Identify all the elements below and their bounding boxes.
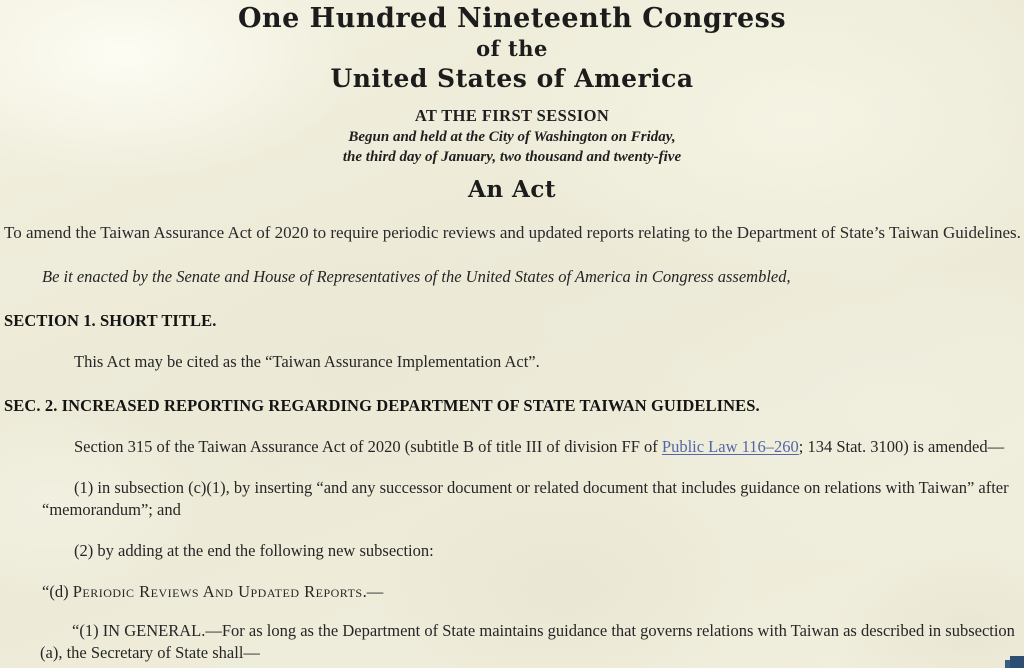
- section-2-lead-in: [4, 436, 1020, 458]
- session-subtitle-line-2: the third day of January, two thousand and twenty-five: [342, 149, 682, 165]
- session-title: AT THE FIRST SESSION: [414, 106, 610, 125]
- subsection-d-paragraph-1: “(1) IN GENERAL.—For as long as the Department of State maintains guidance that governs relations with Taiwan as described in subsection (a), the Secretary of State shall—: [40, 621, 1015, 662]
- public-law-link[interactable]: Public Law 116–260: [661, 437, 799, 456]
- subsection-d-label-suffix: .—: [362, 582, 384, 601]
- session-subtitle-line-1: Begun and held at the City of Washington on Friday,: [348, 129, 676, 145]
- new-subsection-d-heading: [4, 581, 1020, 603]
- section-1-heading: SECTION 1. SHORT TITLE.: [4, 311, 217, 330]
- subsection-d-label-smallcaps: Periodic Reviews And Updated Reports: [72, 582, 363, 601]
- section-2-lead-in-after-link: ; 134 Stat. 3100) is amended—: [798, 437, 1005, 456]
- corner-scrollbar-artifact: [1010, 656, 1024, 668]
- congress-title-line-2: of the: [476, 36, 548, 61]
- enacting-clause: Be it enacted by the Senate and House of Representatives of the United States of America in Congress assembled,: [42, 267, 791, 286]
- an-act-heading: An Act: [467, 176, 557, 203]
- congress-title-line-1: One Hundred Nineteenth Congress: [237, 3, 787, 34]
- bill-long-title: To amend the Taiwan Assurance Act of 2020 to require periodic reviews and updated reports relating to the Department of State’s Taiwan Guidelines.: [4, 223, 1021, 242]
- congress-title-line-3: United States of America: [330, 64, 694, 93]
- section-2-lead-in-before-link: Section 315 of the Taiwan Assurance Act of 2020 (subtitle B of title III of division FF of: [74, 437, 662, 456]
- section-1-body: This Act may be cited as the “Taiwan Assurance Implementation Act”.: [74, 352, 540, 371]
- section-2-heading: SEC. 2. INCREASED REPORTING REGARDING DEPARTMENT OF STATE TAIWAN GUIDELINES.: [4, 396, 760, 415]
- section-2-item-1: (1) in subsection (c)(1), by inserting “and any successor document or related document that includes guidance on relations with Taiwan” after “memorandum”; and: [42, 478, 1009, 519]
- subsection-d-label-prefix: “(d): [42, 582, 73, 601]
- document-masthead: [4, 0, 1020, 205]
- section-2-item-2: (2) by adding at the end the following new subsection:: [74, 541, 434, 560]
